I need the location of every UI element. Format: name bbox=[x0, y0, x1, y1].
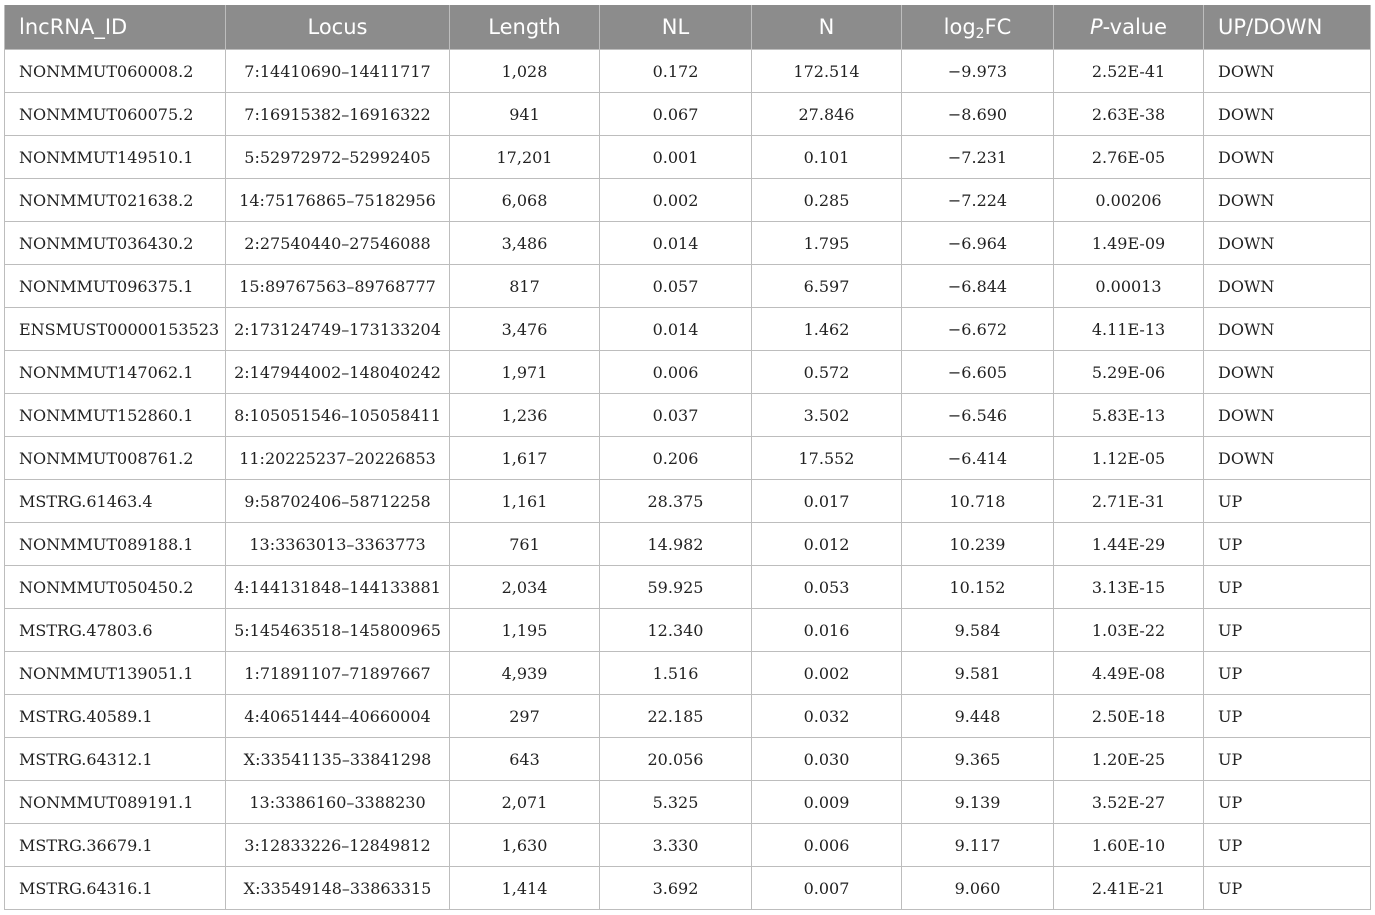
cell-n: 6.597 bbox=[752, 265, 902, 308]
cell-up-down: UP bbox=[1204, 824, 1371, 867]
cell-nl: 59.925 bbox=[600, 566, 752, 609]
cell-nl: 14.982 bbox=[600, 523, 752, 566]
cell-length: 1,236 bbox=[450, 394, 600, 437]
table-header bbox=[5, 5, 1371, 50]
cell-nl: 22.185 bbox=[600, 695, 752, 738]
cell-n: 17.552 bbox=[752, 437, 902, 480]
cell-p-value: 1.60E-10 bbox=[1054, 824, 1204, 867]
table-row bbox=[5, 652, 1371, 695]
cell-up-down: UP bbox=[1204, 609, 1371, 652]
header-row bbox=[5, 5, 1371, 50]
cell-length: 2,071 bbox=[450, 781, 600, 824]
table-row bbox=[5, 781, 1371, 824]
cell-p-value: 3.52E-27 bbox=[1054, 781, 1204, 824]
table-row bbox=[5, 609, 1371, 652]
table-row bbox=[5, 50, 1371, 93]
cell-locus: 4:40651444–40660004 bbox=[226, 695, 450, 738]
cell-lncrna-id: NONMMUT089191.1 bbox=[5, 781, 226, 824]
cell-lncrna-id: NONMMUT139051.1 bbox=[5, 652, 226, 695]
cell-n: 0.030 bbox=[752, 738, 902, 781]
cell-n: 0.032 bbox=[752, 695, 902, 738]
cell-nl: 1.516 bbox=[600, 652, 752, 695]
cell-p-value: 0.00206 bbox=[1054, 179, 1204, 222]
header-log-prefix: log bbox=[943, 15, 976, 39]
cell-nl: 0.014 bbox=[600, 308, 752, 351]
cell-length: 297 bbox=[450, 695, 600, 738]
table-row bbox=[5, 308, 1371, 351]
cell-nl: 0.037 bbox=[600, 394, 752, 437]
table-row bbox=[5, 93, 1371, 136]
cell-log2fc: 9.365 bbox=[902, 738, 1054, 781]
cell-length: 1,630 bbox=[450, 824, 600, 867]
cell-p-value: 1.44E-29 bbox=[1054, 523, 1204, 566]
cell-locus: 3:12833226–12849812 bbox=[226, 824, 450, 867]
cell-p-value: 1.12E-05 bbox=[1054, 437, 1204, 480]
cell-lncrna-id: NONMMUT152860.1 bbox=[5, 394, 226, 437]
table-row bbox=[5, 222, 1371, 265]
cell-p-value: 3.13E-15 bbox=[1054, 566, 1204, 609]
cell-nl: 12.340 bbox=[600, 609, 752, 652]
cell-length: 761 bbox=[450, 523, 600, 566]
header-log2fc bbox=[902, 5, 1054, 50]
cell-nl: 5.325 bbox=[600, 781, 752, 824]
header-log-suffix: FC bbox=[984, 15, 1012, 39]
cell-p-value: 5.29E-06 bbox=[1054, 351, 1204, 394]
cell-lncrna-id: NONMMUT096375.1 bbox=[5, 265, 226, 308]
cell-locus: X:33541135–33841298 bbox=[226, 738, 450, 781]
table-row bbox=[5, 867, 1371, 910]
cell-log2fc: −6.414 bbox=[902, 437, 1054, 480]
cell-log2fc: 9.581 bbox=[902, 652, 1054, 695]
cell-nl: 28.375 bbox=[600, 480, 752, 523]
cell-log2fc: −9.973 bbox=[902, 50, 1054, 93]
cell-locus: 13:3363013–3363773 bbox=[226, 523, 450, 566]
cell-log2fc: 9.060 bbox=[902, 867, 1054, 910]
table-row bbox=[5, 738, 1371, 781]
cell-length: 817 bbox=[450, 265, 600, 308]
cell-up-down: UP bbox=[1204, 652, 1371, 695]
cell-log2fc: −7.224 bbox=[902, 179, 1054, 222]
cell-nl: 3.692 bbox=[600, 867, 752, 910]
cell-up-down: DOWN bbox=[1204, 50, 1371, 93]
cell-lncrna-id: NONMMUT021638.2 bbox=[5, 179, 226, 222]
cell-n: 0.012 bbox=[752, 523, 902, 566]
cell-log2fc: 10.718 bbox=[902, 480, 1054, 523]
table-row bbox=[5, 566, 1371, 609]
cell-locus: 7:16915382–16916322 bbox=[226, 93, 450, 136]
cell-n: 0.006 bbox=[752, 824, 902, 867]
cell-length: 6,068 bbox=[450, 179, 600, 222]
cell-locus: 4:144131848–144133881 bbox=[226, 566, 450, 609]
cell-lncrna-id: MSTRG.40589.1 bbox=[5, 695, 226, 738]
cell-locus: 15:89767563–89768777 bbox=[226, 265, 450, 308]
cell-p-value: 0.00013 bbox=[1054, 265, 1204, 308]
cell-n: 3.502 bbox=[752, 394, 902, 437]
cell-log2fc: 10.239 bbox=[902, 523, 1054, 566]
cell-log2fc: −6.672 bbox=[902, 308, 1054, 351]
header-p-value bbox=[1054, 5, 1204, 50]
cell-nl: 0.172 bbox=[600, 50, 752, 93]
table-row bbox=[5, 394, 1371, 437]
cell-n: 27.846 bbox=[752, 93, 902, 136]
cell-n: 0.285 bbox=[752, 179, 902, 222]
cell-length: 3,476 bbox=[450, 308, 600, 351]
cell-length: 1,161 bbox=[450, 480, 600, 523]
cell-locus: 14:75176865–75182956 bbox=[226, 179, 450, 222]
cell-length: 2,034 bbox=[450, 566, 600, 609]
cell-log2fc: −8.690 bbox=[902, 93, 1054, 136]
cell-p-value: 4.49E-08 bbox=[1054, 652, 1204, 695]
cell-log2fc: 9.117 bbox=[902, 824, 1054, 867]
cell-p-value: 2.71E-31 bbox=[1054, 480, 1204, 523]
cell-nl: 3.330 bbox=[600, 824, 752, 867]
cell-n: 0.053 bbox=[752, 566, 902, 609]
cell-length: 1,195 bbox=[450, 609, 600, 652]
cell-locus: 8:105051546–105058411 bbox=[226, 394, 450, 437]
cell-locus: 5:52972972–52992405 bbox=[226, 136, 450, 179]
header-p-rest: -value bbox=[1102, 15, 1168, 39]
cell-lncrna-id: MSTRG.47803.6 bbox=[5, 609, 226, 652]
cell-p-value: 1.03E-22 bbox=[1054, 609, 1204, 652]
cell-lncrna-id: ENSMUST00000153523 bbox=[5, 308, 226, 351]
table-row bbox=[5, 695, 1371, 738]
cell-locus: 2:27540440–27546088 bbox=[226, 222, 450, 265]
cell-nl: 0.001 bbox=[600, 136, 752, 179]
table-row bbox=[5, 265, 1371, 308]
cell-n: 0.017 bbox=[752, 480, 902, 523]
cell-log2fc: −6.964 bbox=[902, 222, 1054, 265]
table-row bbox=[5, 179, 1371, 222]
cell-lncrna-id: MSTRG.64316.1 bbox=[5, 867, 226, 910]
cell-lncrna-id: NONMMUT050450.2 bbox=[5, 566, 226, 609]
cell-log2fc: 9.139 bbox=[902, 781, 1054, 824]
cell-n: 0.101 bbox=[752, 136, 902, 179]
header-length: Length bbox=[450, 5, 600, 50]
cell-p-value: 2.41E-21 bbox=[1054, 867, 1204, 910]
cell-lncrna-id: MSTRG.61463.4 bbox=[5, 480, 226, 523]
header-n: N bbox=[752, 5, 902, 50]
cell-p-value: 1.49E-09 bbox=[1054, 222, 1204, 265]
cell-nl: 0.057 bbox=[600, 265, 752, 308]
cell-locus: 11:20225237–20226853 bbox=[226, 437, 450, 480]
cell-up-down: DOWN bbox=[1204, 93, 1371, 136]
cell-length: 3,486 bbox=[450, 222, 600, 265]
header-up-down: UP/DOWN bbox=[1204, 5, 1371, 50]
cell-p-value: 5.83E-13 bbox=[1054, 394, 1204, 437]
cell-locus: 2:147944002–148040242 bbox=[226, 351, 450, 394]
cell-n: 0.002 bbox=[752, 652, 902, 695]
cell-up-down: DOWN bbox=[1204, 136, 1371, 179]
table-row bbox=[5, 824, 1371, 867]
cell-up-down: DOWN bbox=[1204, 394, 1371, 437]
cell-length: 941 bbox=[450, 93, 600, 136]
cell-up-down: UP bbox=[1204, 523, 1371, 566]
cell-up-down: DOWN bbox=[1204, 351, 1371, 394]
cell-length: 1,971 bbox=[450, 351, 600, 394]
cell-p-value: 4.11E-13 bbox=[1054, 308, 1204, 351]
table-body bbox=[5, 50, 1371, 910]
header-log-sub: 2 bbox=[975, 26, 985, 42]
table-row bbox=[5, 480, 1371, 523]
cell-n: 172.514 bbox=[752, 50, 902, 93]
cell-up-down: DOWN bbox=[1204, 179, 1371, 222]
cell-up-down: UP bbox=[1204, 781, 1371, 824]
cell-lncrna-id: NONMMUT036430.2 bbox=[5, 222, 226, 265]
cell-n: 0.009 bbox=[752, 781, 902, 824]
cell-log2fc: 10.152 bbox=[902, 566, 1054, 609]
cell-p-value: 2.50E-18 bbox=[1054, 695, 1204, 738]
cell-p-value: 2.63E-38 bbox=[1054, 93, 1204, 136]
cell-up-down: UP bbox=[1204, 738, 1371, 781]
cell-length: 1,414 bbox=[450, 867, 600, 910]
cell-log2fc: −6.844 bbox=[902, 265, 1054, 308]
table-row bbox=[5, 136, 1371, 179]
header-locus: Locus bbox=[226, 5, 450, 50]
cell-up-down: DOWN bbox=[1204, 265, 1371, 308]
cell-up-down: DOWN bbox=[1204, 437, 1371, 480]
cell-n: 1.795 bbox=[752, 222, 902, 265]
cell-locus: 2:173124749–173133204 bbox=[226, 308, 450, 351]
cell-log2fc: −7.231 bbox=[902, 136, 1054, 179]
cell-length: 4,939 bbox=[450, 652, 600, 695]
cell-log2fc: −6.605 bbox=[902, 351, 1054, 394]
cell-up-down: UP bbox=[1204, 480, 1371, 523]
cell-lncrna-id: MSTRG.36679.1 bbox=[5, 824, 226, 867]
table-row bbox=[5, 523, 1371, 566]
cell-lncrna-id: NONMMUT008761.2 bbox=[5, 437, 226, 480]
lncrna-table bbox=[4, 5, 1371, 910]
cell-locus: X:33549148–33863315 bbox=[226, 867, 450, 910]
cell-lncrna-id: MSTRG.64312.1 bbox=[5, 738, 226, 781]
cell-lncrna-id: NONMMUT060008.2 bbox=[5, 50, 226, 93]
cell-lncrna-id: NONMMUT149510.1 bbox=[5, 136, 226, 179]
cell-n: 1.462 bbox=[752, 308, 902, 351]
cell-up-down: UP bbox=[1204, 867, 1371, 910]
cell-up-down: UP bbox=[1204, 566, 1371, 609]
table-row bbox=[5, 437, 1371, 480]
cell-lncrna-id: NONMMUT089188.1 bbox=[5, 523, 226, 566]
cell-locus: 9:58702406–58712258 bbox=[226, 480, 450, 523]
cell-p-value: 1.20E-25 bbox=[1054, 738, 1204, 781]
header-p-italic: P bbox=[1089, 15, 1103, 39]
cell-n: 0.007 bbox=[752, 867, 902, 910]
cell-log2fc: 9.448 bbox=[902, 695, 1054, 738]
header-lncrna-id: lncRNA_ID bbox=[5, 5, 226, 50]
cell-nl: 20.056 bbox=[600, 738, 752, 781]
cell-nl: 0.002 bbox=[600, 179, 752, 222]
cell-n: 0.016 bbox=[752, 609, 902, 652]
cell-lncrna-id: NONMMUT147062.1 bbox=[5, 351, 226, 394]
cell-n: 0.572 bbox=[752, 351, 902, 394]
cell-locus: 1:71891107–71897667 bbox=[226, 652, 450, 695]
cell-log2fc: −6.546 bbox=[902, 394, 1054, 437]
cell-up-down: UP bbox=[1204, 695, 1371, 738]
cell-up-down: DOWN bbox=[1204, 308, 1371, 351]
header-nl: NL bbox=[600, 5, 752, 50]
cell-nl: 0.067 bbox=[600, 93, 752, 136]
cell-lncrna-id: NONMMUT060075.2 bbox=[5, 93, 226, 136]
cell-length: 643 bbox=[450, 738, 600, 781]
cell-nl: 0.014 bbox=[600, 222, 752, 265]
cell-length: 17,201 bbox=[450, 136, 600, 179]
table-row bbox=[5, 351, 1371, 394]
cell-log2fc: 9.584 bbox=[902, 609, 1054, 652]
cell-p-value: 2.52E-41 bbox=[1054, 50, 1204, 93]
cell-locus: 13:3386160–3388230 bbox=[226, 781, 450, 824]
cell-p-value: 2.76E-05 bbox=[1054, 136, 1204, 179]
cell-locus: 5:145463518–145800965 bbox=[226, 609, 450, 652]
cell-nl: 0.206 bbox=[600, 437, 752, 480]
cell-length: 1,617 bbox=[450, 437, 600, 480]
cell-nl: 0.006 bbox=[600, 351, 752, 394]
cell-length: 1,028 bbox=[450, 50, 600, 93]
cell-locus: 7:14410690–14411717 bbox=[226, 50, 450, 93]
cell-up-down: DOWN bbox=[1204, 222, 1371, 265]
